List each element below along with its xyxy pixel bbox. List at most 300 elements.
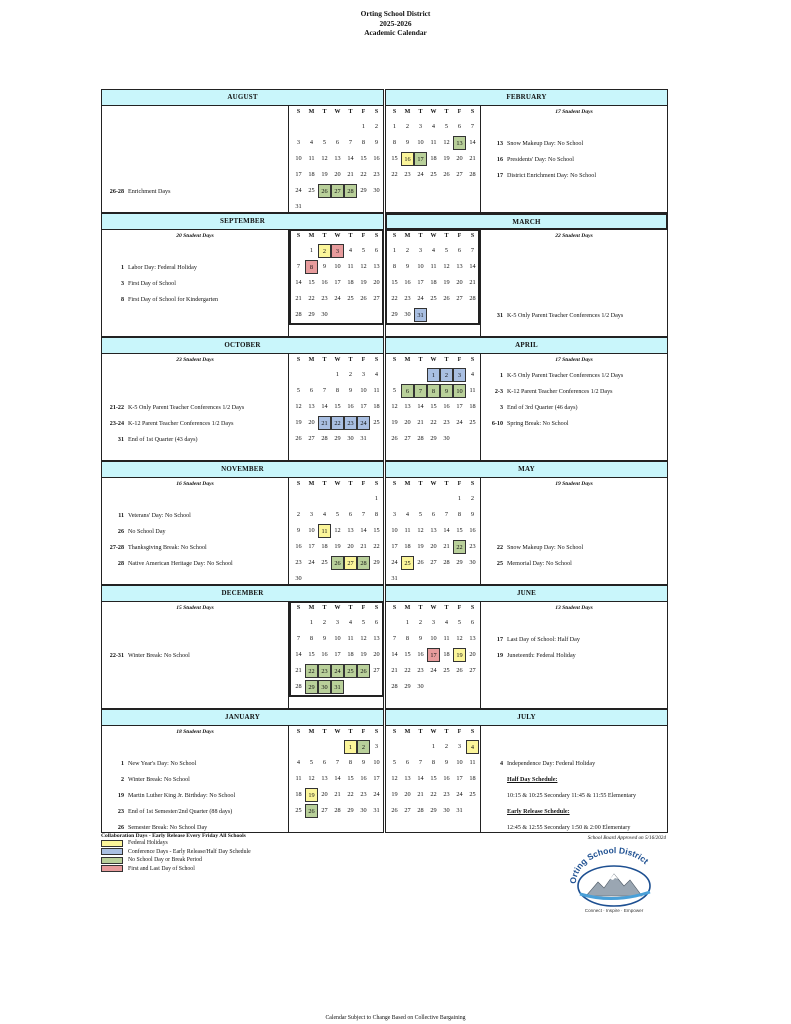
day-cell: 29 <box>360 187 367 194</box>
day-cell: 7 <box>392 635 397 642</box>
student-days-count: 23 Student Days <box>176 357 214 363</box>
day-cell: 21 <box>469 155 476 162</box>
day-cell: 12 <box>391 775 398 782</box>
day-cell: 23 <box>373 171 380 178</box>
weekday-label: F <box>457 233 462 239</box>
day-cell: 6 <box>470 619 475 626</box>
legend <box>101 833 361 873</box>
event-text: 10:15 & 10:25 Secondary 11:45 & 11:55 Elementary <box>507 793 637 799</box>
day-cell: 4 <box>309 139 314 146</box>
day-cell: 22 <box>453 540 466 554</box>
day-grid <box>386 478 479 585</box>
weekday-label: T <box>348 481 353 487</box>
day-cell: 28 <box>321 435 328 442</box>
weekday-label: S <box>296 109 301 115</box>
event-date: 3 <box>499 405 503 411</box>
event-text: 12:45 & 12:55 Secondary 1:50 & 2:00 Elementary <box>507 825 631 831</box>
day-cell: 27 <box>430 559 437 566</box>
day-cell: 26 <box>443 171 450 178</box>
day-cell: 10 <box>430 635 437 642</box>
day-cell: 30 <box>417 683 424 690</box>
day-cell: 14 <box>295 279 302 286</box>
weekday-label: S <box>392 605 397 611</box>
day-cell: 2 <box>440 368 453 382</box>
day-cell: 10 <box>417 139 424 146</box>
day-cell: 31 <box>331 680 344 694</box>
weekday-label: S <box>470 605 475 611</box>
weekday-label: T <box>418 357 423 363</box>
day-cell: 28 <box>295 311 302 318</box>
legend-item-no-school <box>101 856 361 865</box>
day-cell: 30 <box>360 807 367 814</box>
month-title: OCTOBER <box>102 338 383 354</box>
month-events <box>102 230 289 337</box>
day-cell: 9 <box>405 263 410 270</box>
day-cell: 20 <box>469 651 476 658</box>
event-date: 28 <box>117 561 124 567</box>
day-cell: 19 <box>417 543 424 550</box>
month-title: JUNE <box>386 586 667 602</box>
weekday-label: F <box>457 605 462 611</box>
day-cell: 11 <box>347 263 354 270</box>
day-cell: 10 <box>391 527 398 534</box>
weekday-label: W <box>334 109 341 115</box>
day-cell: 30 <box>321 311 328 318</box>
event-text: Presidents' Day: No School <box>507 157 574 163</box>
weekday-label: S <box>296 233 301 239</box>
month-february <box>385 89 668 213</box>
weekday-label: M <box>308 729 315 735</box>
day-grid <box>386 602 479 709</box>
month-june <box>385 585 668 709</box>
day-cell: 17 <box>414 152 427 166</box>
logo-text: Orting School District <box>567 846 651 885</box>
day-cell: 1 <box>405 619 410 626</box>
event-text: Martin Luther King Jr. Birthday: No School <box>128 793 236 799</box>
day-cell: 4 <box>466 740 479 754</box>
legend-swatch <box>101 865 123 872</box>
day-cell: 20 <box>456 155 463 162</box>
day-cell: 2 <box>296 511 301 518</box>
student-days-count: 16 Student Days <box>176 481 214 487</box>
weekday-label: S <box>296 605 301 611</box>
day-cell: 26 <box>417 559 424 566</box>
event-date: 31 <box>496 313 503 319</box>
day-cell: 19 <box>321 171 328 178</box>
day-cell: 30 <box>295 575 302 582</box>
grid-border <box>385 229 480 325</box>
day-cell: 13 <box>373 263 380 270</box>
weekday-label: S <box>392 233 397 239</box>
event-text: K-12 Parent Teacher Conferences 1/2 Days <box>507 389 613 395</box>
day-cell: 16 <box>321 651 328 658</box>
day-cell: 25 <box>401 556 414 570</box>
day-cell: 27 <box>456 295 463 302</box>
day-cell: 18 <box>347 651 354 658</box>
day-cell: 2 <box>357 740 370 754</box>
day-cell: 13 <box>404 775 411 782</box>
day-cell: 17 <box>427 648 440 662</box>
day-cell: 28 <box>295 683 302 690</box>
event-text: K-5 Only Parent Teacher Conferences 1/2 Days <box>507 373 624 379</box>
day-cell: 13 <box>308 403 315 410</box>
weekday-label: T <box>444 357 449 363</box>
day-cell: 26 <box>357 664 370 678</box>
weekday-label: T <box>322 481 327 487</box>
day-cell: 3 <box>457 743 462 750</box>
day-cell: 14 <box>295 651 302 658</box>
student-days-count: 15 Student Days <box>176 605 214 611</box>
day-grid <box>290 354 383 461</box>
event-text: Independence Day: Federal Holiday <box>507 761 596 767</box>
day-cell: 14 <box>469 263 476 270</box>
day-cell: 9 <box>405 139 410 146</box>
day-cell: 15 <box>391 279 398 286</box>
event-date: 31 <box>117 437 124 443</box>
day-cell: 24 <box>373 791 380 798</box>
day-cell: 21 <box>360 543 367 550</box>
day-grid <box>290 106 383 213</box>
day-cell: 29 <box>373 559 380 566</box>
event-text: Enrichment Days <box>128 189 171 195</box>
day-cell: 23 <box>321 295 328 302</box>
month-title: SEPTEMBER <box>102 214 383 230</box>
month-march <box>385 213 668 337</box>
day-cell: 27 <box>404 807 411 814</box>
weekday-label: S <box>374 109 379 115</box>
day-cell: 3 <box>335 619 340 626</box>
weekday-label: S <box>470 233 475 239</box>
day-cell: 15 <box>360 155 367 162</box>
day-cell: 13 <box>456 263 463 270</box>
weekday-label: S <box>470 729 475 735</box>
weekday-label: W <box>430 357 437 363</box>
weekday-label: M <box>308 109 315 115</box>
weekday-label: T <box>418 109 423 115</box>
month-title: JANUARY <box>102 710 383 726</box>
weekday-label: T <box>348 357 353 363</box>
day-cell: 25 <box>443 667 450 674</box>
day-cell: 19 <box>391 791 398 798</box>
weekday-label: T <box>418 729 423 735</box>
day-cell: 18 <box>308 171 315 178</box>
day-cell: 26 <box>295 435 302 442</box>
day-cell: 26 <box>331 556 344 570</box>
day-cell: 4 <box>348 619 353 626</box>
day-cell: 21 <box>295 295 302 302</box>
weekday-label: W <box>430 233 437 239</box>
day-cell: 25 <box>469 419 476 426</box>
day-cell: 14 <box>469 139 476 146</box>
weekday-label: T <box>418 605 423 611</box>
day-cell: 24 <box>417 295 424 302</box>
weekday-label: T <box>322 605 327 611</box>
day-cell: 25 <box>373 419 380 426</box>
day-cell: 30 <box>373 187 380 194</box>
day-cell: 8 <box>335 387 340 394</box>
day-cell: 11 <box>430 263 437 270</box>
month-events <box>480 602 667 709</box>
day-cell: 9 <box>322 635 327 642</box>
day-cell: 8 <box>431 759 436 766</box>
event-date: 19 <box>117 793 124 799</box>
day-cell: 5 <box>335 511 340 518</box>
day-cell: 27 <box>321 807 328 814</box>
day-cell: 9 <box>470 511 475 518</box>
day-cell: 5 <box>309 759 314 766</box>
day-cell: 17 <box>295 171 302 178</box>
day-cell: 16 <box>321 279 328 286</box>
day-cell: 3 <box>331 244 344 258</box>
weekday-label: T <box>444 729 449 735</box>
event-date: 22-31 <box>109 653 124 659</box>
day-cell: 4 <box>405 511 410 518</box>
day-cell: 14 <box>360 527 367 534</box>
day-cell: 23 <box>469 543 476 550</box>
day-cell: 5 <box>392 387 397 394</box>
day-cell: 26 <box>391 435 398 442</box>
day-cell: 5 <box>392 759 397 766</box>
day-cell: 27 <box>331 184 344 198</box>
event-text: Semester Break: No School Day <box>128 825 208 831</box>
day-cell: 27 <box>469 667 476 674</box>
day-cell: 10 <box>295 155 302 162</box>
legend-swatch <box>101 840 123 847</box>
logo-tagline: Connect · Inspire · Empower <box>584 908 644 913</box>
day-cell: 22 <box>347 791 354 798</box>
day-cell: 9 <box>440 384 453 398</box>
day-cell: 16 <box>443 775 450 782</box>
day-grid <box>290 602 383 709</box>
day-cell: 1 <box>344 740 357 754</box>
weekday-label: M <box>404 233 411 239</box>
event-date: 26 <box>117 529 124 535</box>
month-events <box>102 726 289 833</box>
day-cell: 12 <box>334 527 341 534</box>
student-days-count: 22 Student Days <box>555 233 593 239</box>
day-cell: 3 <box>309 511 314 518</box>
weekday-label: T <box>348 233 353 239</box>
event-text: K-5 Only Parent Teacher Conferences 1/2 Days <box>128 405 245 411</box>
day-cell: 29 <box>404 683 411 690</box>
day-cell: 19 <box>334 543 341 550</box>
day-cell: 12 <box>391 403 398 410</box>
day-grid <box>386 354 479 461</box>
day-cell: 4 <box>444 619 449 626</box>
day-cell: 29 <box>305 680 318 694</box>
day-cell: 7 <box>418 759 423 766</box>
day-cell: 6 <box>431 511 436 518</box>
footer-note: Calendar Subject to Change Based on Collective Bargaining <box>325 1015 466 1021</box>
day-cell: 14 <box>321 403 328 410</box>
student-days-count: 19 Student Days <box>555 481 593 487</box>
day-cell: 11 <box>469 387 476 394</box>
month-january <box>101 709 384 833</box>
day-cell: 5 <box>444 123 449 130</box>
day-cell: 30 <box>469 559 476 566</box>
day-cell: 13 <box>469 635 476 642</box>
month-august <box>101 89 384 213</box>
weekday-label: T <box>348 729 353 735</box>
day-cell: 2 <box>418 619 423 626</box>
day-cell: 9 <box>418 635 423 642</box>
event-date: 3 <box>120 281 124 287</box>
day-cell: 13 <box>321 775 328 782</box>
legend-label: Federal Holidays <box>128 840 168 846</box>
day-cell: 10 <box>360 387 367 394</box>
weekday-label: F <box>457 109 462 115</box>
day-cell: 17 <box>334 651 341 658</box>
day-cell: 23 <box>404 171 411 178</box>
day-cell: 8 <box>427 384 440 398</box>
day-cell: 1 <box>335 371 340 378</box>
event-date: 1 <box>120 761 124 767</box>
day-cell: 18 <box>430 155 437 162</box>
day-cell: 14 <box>347 155 354 162</box>
month-title: AUGUST <box>102 90 383 106</box>
day-cell: 2 <box>374 123 379 130</box>
event-text: Winter Break: No School <box>128 777 190 783</box>
month-may <box>385 461 668 585</box>
day-cell: 11 <box>469 759 476 766</box>
event-date: 13 <box>496 141 503 147</box>
day-cell: 29 <box>391 311 398 318</box>
month-title: FEBRUARY <box>386 90 667 106</box>
day-cell: 9 <box>322 263 327 270</box>
day-cell: 31 <box>295 203 302 210</box>
day-cell: 20 <box>347 543 354 550</box>
day-cell: 6 <box>374 247 379 254</box>
day-cell: 21 <box>347 171 354 178</box>
day-cell: 8 <box>392 139 397 146</box>
day-cell: 18 <box>443 651 450 658</box>
day-cell: 19 <box>443 155 450 162</box>
day-cell: 5 <box>457 619 462 626</box>
weekday-label: W <box>334 481 341 487</box>
event-text: Labor Day: Federal Holiday <box>128 265 197 271</box>
weekday-label: F <box>361 729 366 735</box>
day-cell: 19 <box>443 279 450 286</box>
day-cell: 16 <box>360 775 367 782</box>
student-days-count: 20 Student Days <box>176 233 214 239</box>
day-cell: 22 <box>373 543 380 550</box>
weekday-label: M <box>404 357 411 363</box>
weekday-label: T <box>348 605 353 611</box>
day-cell: 6 <box>457 123 462 130</box>
day-cell: 4 <box>470 371 475 378</box>
day-cell: 12 <box>443 139 450 146</box>
month-title: APRIL <box>386 338 667 354</box>
student-days-count: 17 Student Days <box>555 109 593 115</box>
weekday-label: T <box>322 357 327 363</box>
event-text: Thanksgiving Break: No School <box>128 545 207 551</box>
day-cell: 12 <box>321 155 328 162</box>
day-cell: 3 <box>418 247 423 254</box>
day-cell: 27 <box>373 295 380 302</box>
day-cell: 17 <box>456 775 463 782</box>
weekday-label: W <box>430 605 437 611</box>
day-cell: 28 <box>334 807 341 814</box>
day-cell: 23 <box>404 295 411 302</box>
legend-item-first-last-day <box>101 865 361 874</box>
day-cell: 12 <box>443 263 450 270</box>
day-cell: 4 <box>374 371 379 378</box>
day-cell: 1 <box>427 368 440 382</box>
month-events <box>102 478 289 585</box>
day-cell: 1 <box>374 495 379 502</box>
month-november <box>101 461 384 585</box>
day-cell: 28 <box>417 435 424 442</box>
weekday-label: W <box>430 481 437 487</box>
day-cell: 23 <box>318 664 331 678</box>
weekday-label: W <box>334 605 341 611</box>
day-cell: 8 <box>457 511 462 518</box>
weekday-label: T <box>322 729 327 735</box>
day-cell: 1 <box>309 247 314 254</box>
event-text: End of 1st Semester/2nd Quarter (88 days) <box>128 809 233 815</box>
day-cell: 15 <box>347 775 354 782</box>
day-cell: 18 <box>469 775 476 782</box>
day-cell: 19 <box>391 419 398 426</box>
day-cell: 3 <box>431 619 436 626</box>
day-cell: 24 <box>295 187 302 194</box>
day-cell: 29 <box>308 311 315 318</box>
weekday-label: F <box>457 357 462 363</box>
weekday-label: W <box>430 729 437 735</box>
event-text: Last Day of School: Half Day <box>507 637 580 643</box>
day-cell: 15 <box>404 651 411 658</box>
day-cell: 20 <box>334 171 341 178</box>
day-cell: 24 <box>308 559 315 566</box>
day-cell: 15 <box>373 527 380 534</box>
day-cell: 17 <box>373 775 380 782</box>
day-cell: 22 <box>391 171 398 178</box>
day-cell: 9 <box>348 387 353 394</box>
day-cell: 23 <box>417 667 424 674</box>
day-cell: 13 <box>404 403 411 410</box>
day-cell: 21 <box>334 791 341 798</box>
day-cell: 16 <box>373 155 380 162</box>
day-cell: 3 <box>361 371 366 378</box>
event-date: 16 <box>496 157 503 163</box>
day-cell: 11 <box>318 524 331 538</box>
day-cell: 14 <box>417 775 424 782</box>
day-cell: 12 <box>360 635 367 642</box>
day-cell: 18 <box>404 543 411 550</box>
day-cell: 28 <box>469 171 476 178</box>
day-cell: 16 <box>443 403 450 410</box>
day-cell: 7 <box>361 511 366 518</box>
month-events <box>102 602 289 709</box>
day-cell: 1 <box>361 123 366 130</box>
weekday-label: S <box>296 729 301 735</box>
day-cell: 10 <box>456 759 463 766</box>
day-cell: 10 <box>308 527 315 534</box>
event-text: First Day of School for Kindergarten <box>128 297 219 303</box>
day-cell: 23 <box>295 559 302 566</box>
day-cell: 6 <box>374 619 379 626</box>
weekday-label: M <box>404 481 411 487</box>
day-cell: 31 <box>391 575 398 582</box>
day-cell: 2 <box>322 619 327 626</box>
student-days-count: 13 Student Days <box>555 605 593 611</box>
day-cell: 18 <box>295 791 302 798</box>
event-date: 26-28 <box>109 189 124 195</box>
month-title: MARCH <box>385 213 668 230</box>
day-cell: 24 <box>456 791 463 798</box>
day-cell: 25 <box>347 295 354 302</box>
day-cell: 27 <box>456 171 463 178</box>
